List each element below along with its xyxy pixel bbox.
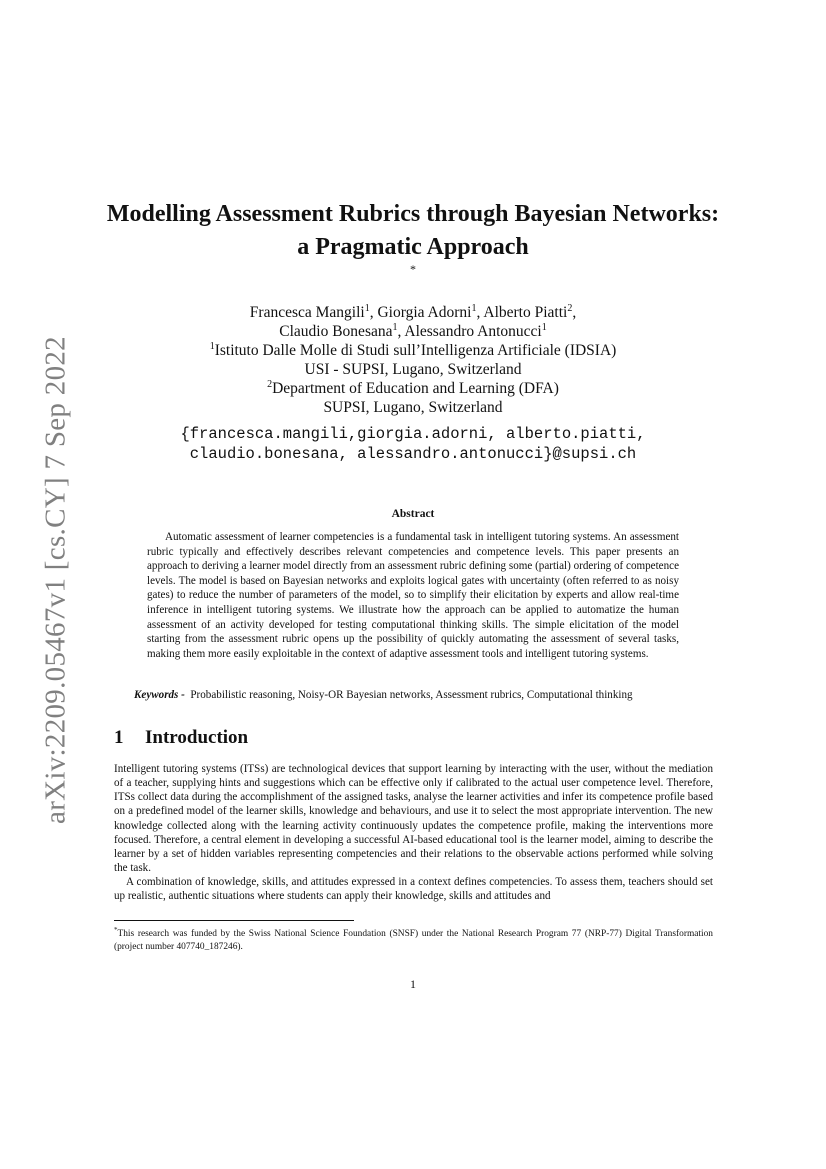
affiliation-mark: 2 [567,302,573,314]
affiliation-mark: 1 [471,302,477,314]
footnote-text: This research was funded by the Swiss National Science Foundation (SNSF) under the National Research Program 77 (NRP-77) Digital Transformation (project number 407740_187246). [114,929,713,952]
author-line-1 [100,303,726,322]
author-separator: , [397,323,405,340]
paper-title: Modelling Assessment Rubrics through Bayesian Networks: a Pragmatic Approach [106,201,720,260]
author-name: Francesca Mangili [249,304,365,321]
email-line[interactable]: {francesca.mangili,giorgia.adorni, alberto.piatti, [180,425,646,443]
abstract-text: Automatic assessment of learner competencies is a fundamental task in intelligent tutoring systems. An assessment rubric typically and effectively describes relevant competencies and competence levels. This paper presents an approach to deriving a learner model directly from an assessment rubric defining some (partial) ordering of competence levels. The model is based on Bayesian networks and exploits logical gates with uncertainty (often referred to as noisy gates) to reduce the number of parameters of the model, so to simplify their elicitation by experts and allow real-time inference in intelligent tutoring systems. We illustrate how the approach can be applied to automatize the human assessment of an activity developed for testing computational thinking skills. The simple elicitation of the model starting from the assessment rubric opens up the possibility of quickly automating the assessment of several tasks, making them more easily exploitable in the context of adaptive assessment tools and intelligent tutoring systems. [147,531,679,660]
keywords-line [134,688,704,702]
author-name: Alessandro Antonucci [404,323,542,340]
affiliation-text: Department of Education and Learning (DFA) [272,380,559,397]
affiliation-mark: 1 [364,302,370,314]
affiliation-mark: 2 [267,378,273,390]
affiliation-mark: 1 [209,340,215,352]
affiliation-mark: 1 [541,321,547,333]
keywords-text: Probabilistic reasoning, Noisy-OR Bayesian networks, Assessment rubrics, Computational thinking [190,689,633,701]
introduction-body [114,762,713,904]
section-title: Introduction [145,727,249,748]
affiliation-line [100,341,726,360]
body-paragraph: Intelligent tutoring systems (ITSs) are technological devices that support learning by interacting with the user, without the mediation of a teacher, supplying hints and suggestions which can be effective only if calibrated to the actual user competence level. Therefore, ITSs collect data during the accomplishment of the assigned tasks, analyse the learner activities and infer its competence profile based on a predefined model of the learner skills, knowledge and behaviours, and use it to select the most appropriate intervention. The new knowledge collected along with the learning activity continuously updates the competence profile, making the interventions more focused. Therefore, a central element in developing a successful AI-based educational tool is the learner model, aiming to describe the learner by a set of hidden variables representing competencies and their relations to the observable actions performed while solving the task. [114,763,713,875]
affiliation-mark: 1 [392,321,398,333]
affiliation-line [100,398,726,417]
affiliation-text: SUPSI, Lugano, Switzerland [323,399,503,416]
footnote-divider [114,920,354,921]
title-footnote-mark: * [410,262,416,276]
author-separator: , [369,304,378,321]
email-line[interactable]: claudio.bonesana, alessandro.antonucci}@supsi.ch [189,445,637,463]
affiliation-text: USI - SUPSI, Lugano, Switzerland [304,361,522,378]
author-block [100,303,726,417]
affiliation-line [100,379,726,398]
body-paragraph: A combination of knowledge, skills, and attitudes expressed in a context defines competencies. To assess them, teachers should set up realistic, authentic situations where students can apply their knowledge, skills and attitudes and [114,876,713,903]
author-name: Alberto Piatti [483,304,568,321]
author-line-2 [100,322,726,341]
keywords-label: Keywords - [134,689,185,701]
author-name: Giorgia Adorni [377,304,472,321]
arxiv-identifier-stamp: arXiv:2209.05467v1 [cs.CY] 7 Sep 2022 [39,336,72,824]
author-separator: , [476,304,484,321]
page-number: 1 [410,977,416,991]
affiliation-line [100,360,726,379]
author-name: Claudio Bonesana [279,323,393,340]
abstract-heading: Abstract [391,508,435,520]
affiliation-text: Istituto Dalle Molle di Studi sull’Intelligenza Artificiale (IDSIA) [214,342,617,359]
author-emails [100,424,726,464]
section-heading [114,727,248,749]
funding-footnote [114,924,713,953]
section-number: 1 [114,727,124,748]
author-separator: , [572,304,577,321]
footnote-mark: * [114,926,118,934]
